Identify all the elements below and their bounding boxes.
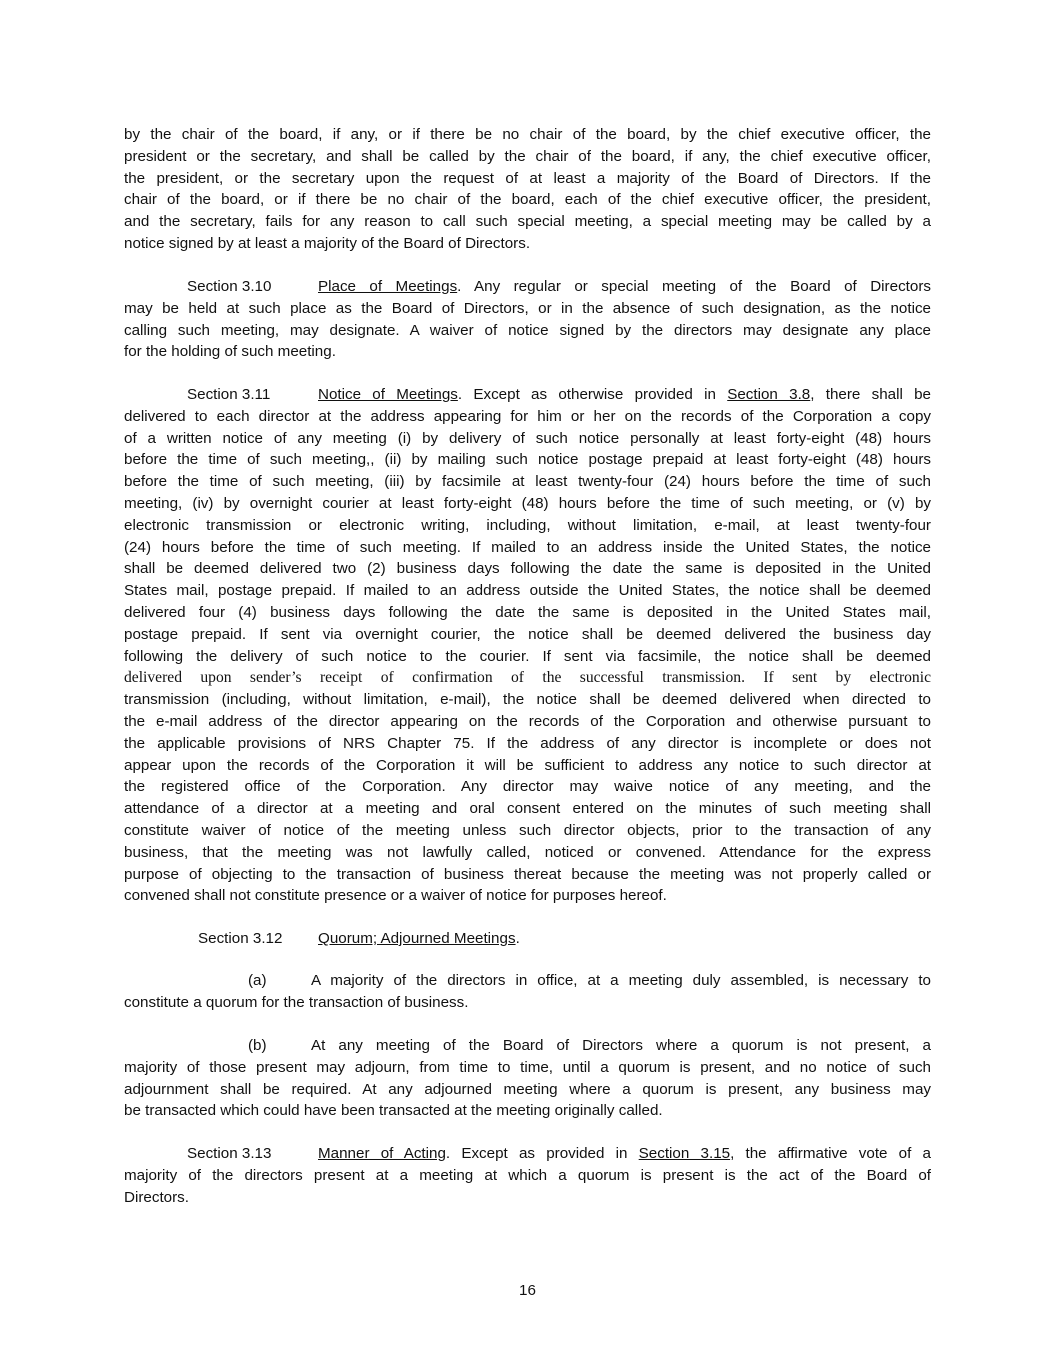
section-heading-line <box>124 384 931 406</box>
subsection-first-line <box>124 970 931 992</box>
text-line: postage prepaid. If sent via overnight courier, the notice shall be deemed delivered the business day <box>124 625 931 643</box>
cross-reference-link[interactable]: Section 3.8 <box>727 386 811 403</box>
text-line: convened shall not constitute presence or a waiver of notice for purposes hereof. <box>124 887 667 905</box>
text-line: the e-mail address of the director appearing on the records of the Corporation and otherwise pursuant to <box>124 712 931 730</box>
section-title: Quorum; Adjourned Meetings <box>318 930 516 947</box>
text-line: the president, or the secretary upon the request of at least a majority of the Board of Directors. If the <box>124 169 931 187</box>
text-line: of a written notice of any meeting (i) by delivery of such notice personally at least forty-eight (48) hours <box>124 429 931 447</box>
text-line: meeting, (iv) by overnight courier at least forty-eight (48) hours before the time of such meeting, or (v) by <box>124 494 931 512</box>
section-heading-line <box>124 276 931 298</box>
text-line: may be held at such place as the Board of Directors, or in the absence of such designation, as the notice <box>124 299 931 317</box>
text-line: constitute a quorum for the transaction of business. <box>124 993 469 1011</box>
text-line: before the time of such meeting,, (ii) by mailing such notice postage prepaid at least forty-eight (48) hours <box>124 451 931 469</box>
section-body <box>124 406 931 907</box>
section-label: Section 3.12 <box>198 930 283 947</box>
text-line: purpose of objecting to the transaction of business thereat because the meeting was not properly called or <box>124 865 931 883</box>
text-line: majority of those present may adjourn, from time to time, until a quorum is present, and no notice of such <box>124 1058 931 1076</box>
text-line: for the holding of such meeting. <box>124 343 336 361</box>
paragraph-special-meetings <box>124 124 931 255</box>
section-3-12 <box>124 928 931 950</box>
subsection-a <box>124 970 931 1014</box>
text-line: be transacted which could have been transacted at the meeting originally called. <box>124 1102 663 1120</box>
page-number: 16 <box>519 1282 536 1299</box>
section-3-13 <box>124 1143 931 1208</box>
cross-reference-link[interactable]: Section 3.15 <box>638 1145 731 1162</box>
section-heading-line <box>124 1143 931 1165</box>
section-body <box>124 1165 931 1209</box>
text-line: transmission (including, without limitation, e-mail), the notice shall be deemed delivered when directed to <box>124 691 931 709</box>
text-line: business, that the meeting was not lawfully called, noticed or convened. Attendance for the express <box>124 843 931 861</box>
text-line: president or the secretary, and shall be called by the chair of the board, if any, the chief executive officer, <box>124 147 931 165</box>
text-line: attendance of a director at a meeting and oral consent entered on the minutes of such meeting shall <box>124 800 931 818</box>
section-text: . Except as provided in <box>445 1145 639 1162</box>
subsection-b <box>124 1035 931 1122</box>
text-line: electronic transmission or electronic writing, including, without limitation, e-mail, at least twenty-four <box>124 516 931 534</box>
section-text: , there shall be <box>810 386 931 403</box>
section-text: . Except as otherwise provided in <box>457 386 728 403</box>
section-text: . Any regular or special meeting of the Board of Directors <box>457 278 931 295</box>
subsection-first-line <box>124 1035 931 1057</box>
text-line: before the time of such meeting, (iii) by facsimile at least twenty-four (24) hours before the time of such <box>124 473 931 491</box>
text-line: delivered to each director at the address appearing for him or her on the records of the Corporation a copy <box>124 407 931 425</box>
subsection-marker: (b) <box>248 1037 267 1054</box>
text-line: (24) hours before the time of such meeting. If mailed to an address inside the United States, the notice <box>124 538 931 556</box>
subsection-body <box>124 992 931 1014</box>
text-line: majority of the directors present at a meeting at which a quorum is present is the act of the Board of <box>124 1166 931 1184</box>
text-line: and the secretary, fails for any reason to call such special meeting, a special meeting may be called by a <box>124 213 931 231</box>
section-title: Place of Meetings <box>318 278 458 295</box>
text-line: shall be deemed delivered two (2) business days following the date the same is deposited in the United <box>124 560 931 578</box>
text-line: constitute waiver of notice of the meeting unless such director objects, prior to the transaction of any <box>124 821 931 839</box>
text-line: calling such meeting, may designate. A waiver of notice signed by the directors may designate any place <box>124 321 931 339</box>
text-line: chair of the board, or if there be no chair of the board, each of the chief executive officer, the president, <box>124 191 931 209</box>
section-text: , the affirmative vote of a <box>730 1145 931 1162</box>
subsection-text: A majority of the directors in office, at a meeting duly assembled, is necessary to <box>311 972 931 989</box>
text-line: following the delivery of such notice to the courier. If sent via facsimile, the notice shall be deemed <box>124 647 931 665</box>
section-label: Section 3.10 <box>187 278 272 295</box>
subsection-text: At any meeting of the Board of Directors where a quorum is not present, a <box>311 1037 931 1054</box>
section-3-11 <box>124 384 931 907</box>
text-line: adjournment shall be required. At any adjourned meeting where a quorum is present, any business may <box>124 1080 931 1098</box>
text-line: by the chair of the board, if any, or if there be no chair of the board, by the chief executive officer, the <box>124 126 931 143</box>
section-label: Section 3.11 <box>187 386 271 403</box>
section-3-10 <box>124 276 931 363</box>
section-text: . <box>515 930 520 947</box>
text-line: the applicable provisions of NRS Chapter 75. If the address of any director is incomplete or does not <box>124 734 931 752</box>
section-heading-line <box>124 928 931 950</box>
text-line: notice signed by at least a majority of the Board of Directors. <box>124 234 531 252</box>
text-line: the registered office of the Corporation. Any director may waive notice of any meeting, and the <box>124 778 931 796</box>
text-line: delivered upon sender’s receipt of confirmation of the successful transmission. If sent by electronic <box>124 669 931 687</box>
section-label: Section 3.13 <box>187 1145 272 1162</box>
subsection-marker: (a) <box>248 972 267 989</box>
section-body <box>124 298 931 363</box>
text-line: Directors. <box>124 1188 189 1206</box>
subsection-body <box>124 1057 931 1122</box>
section-title: Manner of Acting <box>318 1145 446 1162</box>
section-title: Notice of Meetings <box>318 386 458 403</box>
text-line: States mail, postage prepaid. If mailed to an address outside the United States, the notice shall be deemed <box>124 582 931 600</box>
text-line: appear upon the records of the Corporation it will be sufficient to address any notice to such director at <box>124 756 931 774</box>
text-line: delivered four (4) business days following the date the same is deposited in the United States mail, <box>124 603 931 621</box>
